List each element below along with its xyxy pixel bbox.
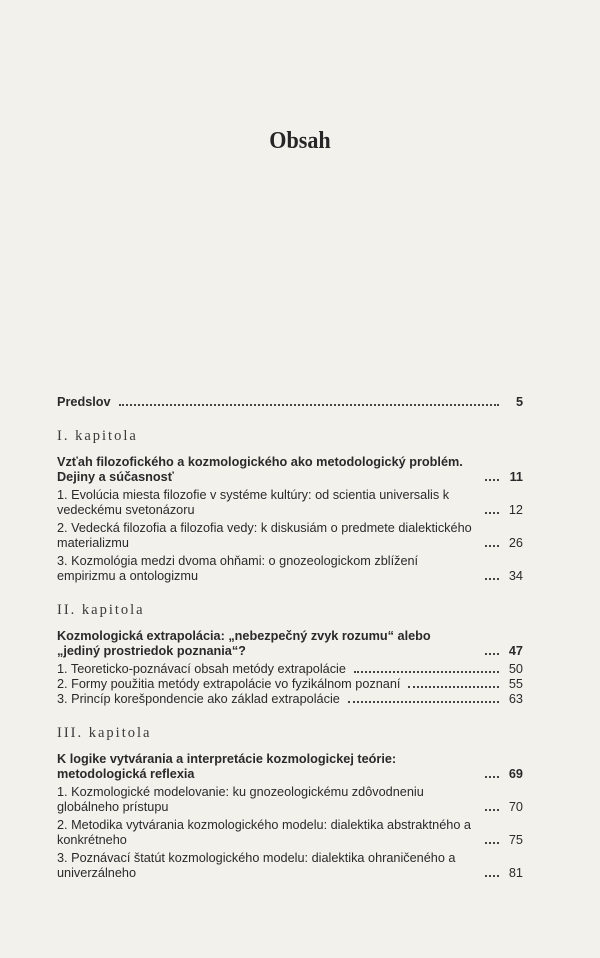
entry-text: 2. Vedecká filozofia a filozofia vedy: k diskusiám o predmete dialektického materializmu: [57, 521, 472, 550]
table-of-contents: [57, 395, 523, 881]
page-number: 75: [508, 833, 523, 847]
toc-entry[interactable]: [57, 488, 523, 518]
dot-leader: [485, 842, 499, 844]
page-number: 70: [508, 800, 523, 814]
dot-leader: [485, 578, 499, 580]
chapter-heading: III. kapitola: [57, 725, 152, 741]
dot-leader: [485, 545, 499, 547]
page-number: 47: [508, 644, 523, 658]
toc-entry-chapter-main[interactable]: [57, 752, 523, 782]
page-number: 63: [508, 692, 523, 706]
page-number: 69: [508, 767, 523, 781]
dot-leader: [485, 776, 499, 778]
entry-text: Kozmologická extrapolácia: „nebezpečný zvyk rozumu“ alebo „jediný prostriedok poznania“?: [57, 629, 431, 658]
dot-leader: [348, 701, 499, 703]
entry-text: 3. Kozmológia medzi dvoma ohňami: o gnozeologickom zblížení empirizmu a ontologizmu: [57, 554, 419, 583]
page-number: 5: [515, 395, 523, 409]
toc-entry[interactable]: [57, 692, 523, 707]
page-number: 55: [508, 677, 523, 691]
entry-text: 3. Poznávací štatút kozmologického modelu: dialektika ohraničeného a univerzálneho: [57, 851, 456, 880]
dot-leader: [485, 512, 499, 514]
entry-text: 2. Metodika vytvárania kozmologického modelu: dialektika abstraktného a konkrétneho: [57, 818, 471, 847]
page-number: 26: [508, 536, 523, 550]
toc-entry-chapter-main[interactable]: [57, 455, 523, 485]
toc-entry[interactable]: [57, 662, 523, 677]
entry-text: K logike vytvárania a interpretácie kozmologickej teórie: metodologická reflexia: [57, 752, 397, 781]
entry-text: 1. Kozmologické modelovanie: ku gnozeologickému zdôvodneniu globálneho prístupu: [57, 785, 424, 814]
page-number: 50: [508, 662, 523, 676]
toc-entry-chapter-main[interactable]: [57, 629, 523, 659]
toc-entry[interactable]: [57, 521, 523, 551]
page-number: 12: [508, 503, 523, 517]
page-number: 34: [508, 569, 523, 583]
dot-leader: [354, 671, 499, 673]
toc-entry[interactable]: [57, 818, 523, 848]
entry-text: Vzťah filozofického a kozmologického ako metodologický problém. Dejiny a súčasnosť: [57, 455, 463, 484]
page-number: 81: [508, 866, 523, 880]
entry-text: 3. Princíp korešpondencie ako základ extrapolácie: [57, 692, 340, 706]
dot-leader: [408, 686, 499, 688]
entry-text: 2. Formy použitia metódy extrapolácie vo fyzikálnom poznaní: [57, 677, 401, 691]
dot-leader: [119, 404, 499, 406]
dot-leader: [485, 809, 499, 811]
page-title: Obsah: [269, 128, 331, 154]
toc-entry[interactable]: [57, 785, 523, 815]
toc-entry[interactable]: [57, 677, 523, 692]
dot-leader: [485, 875, 499, 877]
dot-leader: [485, 653, 499, 655]
chapter-heading: II. kapitola: [57, 602, 145, 618]
toc-entry-preface[interactable]: [57, 395, 523, 410]
entry-text: 1. Evolúcia miesta filozofie v systéme kultúry: od scientia universalis k vedeckému svetonázoru: [57, 488, 450, 517]
entry-text: Predslov: [57, 395, 111, 409]
chapter-heading: I. kapitola: [57, 428, 138, 444]
toc-entry[interactable]: [57, 554, 523, 584]
page-number: 11: [509, 470, 523, 484]
dot-leader: [485, 479, 499, 481]
entry-text: 1. Teoreticko-poznávací obsah metódy extrapolácie: [57, 662, 346, 676]
toc-entry[interactable]: [57, 851, 523, 881]
